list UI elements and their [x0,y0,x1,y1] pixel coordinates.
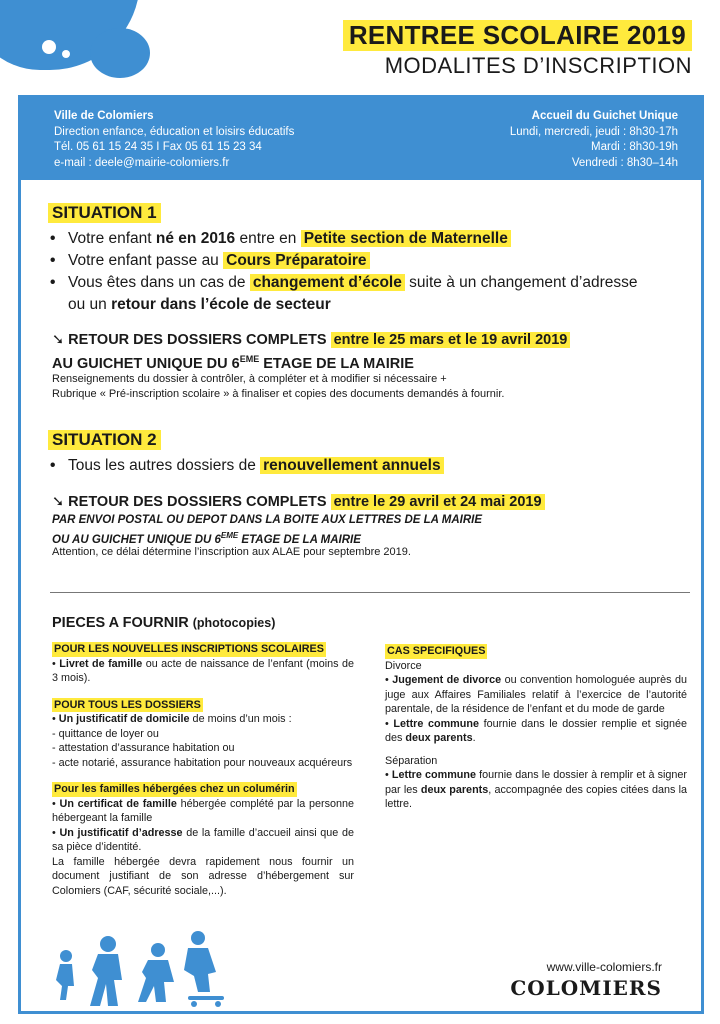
list-item: • Tous les autres dossiers de renouvellement annuels [50,455,444,477]
hours-line: Lundi, mercredi, jeudi : 8h30-17h [509,125,678,138]
situation-1-heading: SITUATION 1 [48,203,161,223]
subheading: POUR LES NOUVELLES INSCRIPTIONS SCOLAIRES [54,643,324,655]
direction-name: Direction enfance, éducation et loisirs éducatifs [54,125,295,138]
situation-2-return: ➘ RETOUR DES DOSSIERS COMPLETS entre le 29 avril et 24 mai 2019 [52,493,545,512]
separation-label: Séparation [385,754,438,767]
subheading: Pour les familles hébergées chez un columérin [54,783,295,795]
divider [50,592,690,593]
contact-header [18,95,704,180]
divorce-label: Divorce [385,659,422,672]
email-address[interactable]: e-mail : deele@mairie-colomiers.fr [54,156,230,169]
pieces-right-column [385,640,687,812]
website-link[interactable]: www.ville-colomiers.fr [546,960,662,974]
accueil-title: Accueil du Guichet Unique [531,110,678,122]
opening-hours [510,109,678,171]
subheading: CAS SPECIFIQUES [387,645,486,657]
children-silhouettes-icon [48,930,238,1010]
hours-line: Mardi : 8h30-19h [591,141,678,153]
subheading: POUR TOUS LES DOSSIERS [54,698,201,711]
list-item: • Lettre commune fournie dans le dossier à remplir et à signer par les deux parents, accompagnée des copies citées dans la lettre. [385,769,688,810]
situation-2-heading: SITUATION 2 [48,430,161,450]
list-item: • Livret de famille ou acte de naissance de l’enfant (moins de 3 mois). [52,657,355,684]
list-item: • Jugement de divorce ou convention homologuée auprès du juge aux Affaires Familiales relatif à l’exercice de l’autorité parentale, de la résidence de l’enfant et du mode de garde [385,674,688,715]
decorative-dot [62,50,70,58]
list-item: • Vous êtes dans un cas de changement d’école suite à un changement d’adresse ou un retour dans l’école de secteur [50,272,638,316]
situation-1-list [50,228,638,316]
brand-logo: COLOMIERS [510,976,662,1000]
document-title [343,20,692,79]
pieces-left-column: POUR LES NOUVELLES INSCRIPTIONS SCOLAIRES • Livret de famille ou acte de naissance de l’enfant (moins de 3 mois). POUR TOUS LES DOSSIERS • Un justificatif de domicile de moins d’un mois : - quittance de loyer ou - attestation d’assurance habitation ou - acte notarié, assurance habitation pour nouveaux acquéreurs Pour les familles hébergées chez un columérin • Un certificat de famille hébergée complété par la personne hébergeant la famille • Un justificatif d’adresse de la famille d’accueil ainsi que de sa pièce d’identité. La famille hébergée devra rapidement nous fournir un document justifiant de son adresse d’hébergement sur Colomiers (CAF, sécurité sociale,...). [52,643,355,897]
decorative-dot [42,40,56,54]
city-name: Ville de Colomiers [54,110,154,122]
list-item: • Votre enfant passe au Cours Préparatoire [50,250,638,272]
hours-line: Vendredi : 8h30–14h [571,156,678,169]
situation-2-detail: PAR ENVOI POSTAL OU DEPOT DANS LA BOITE AUX LETTRES DE LA MAIRIE OU AU GUICHET UNIQUE DU 6EME ETAGE DE LA MAIRIE [52,514,482,546]
phone-fax: Tél. 05 61 15 24 35 I Fax 05 61 15 23 34 [54,141,262,153]
list-item: • Votre enfant né en 2016 entre en Petite section de Maternelle [50,228,638,250]
list-item: • Un justificatif de domicile de moins d’un mois : [52,713,292,725]
situation-1-note: Renseignements du dossier à contrôler, à compléter et à modifier si nécessaire + Rubrique « Pré-inscription scolaire » à finaliser et copies des documents demandés à fournir. [52,373,505,400]
situation-2-list [50,455,444,477]
list-item: • Un justificatif d’adresse de la famille d’accueil ainsi que de sa pièce d’identité. [52,826,354,853]
title-main: RENTREE SCOLAIRE 2019 [343,20,692,51]
situation-2-note: Attention, ce délai détermine l’inscription aux ALAE pour septembre 2019. [52,546,411,558]
list-item: • Lettre commune fournie dans le dossier remplie et signée des deux parents. [385,717,688,744]
title-sub: MODALITES D’INSCRIPTION [384,53,692,78]
decorative-blob-small [90,28,150,78]
pieces-heading: PIECES A FOURNIR (photocopies) [52,615,276,631]
contact-info [54,109,294,171]
situation-1-return: ➘ RETOUR DES DOSSIERS COMPLETS entre le 25 mars et le 19 avril 2019 AU GUICHET UNIQUE DU 6EME ETAGE DE LA MAIRIE [52,331,570,374]
list-item: • Un certificat de famille hébergée complété par la personne hébergeant la famille [52,797,355,824]
